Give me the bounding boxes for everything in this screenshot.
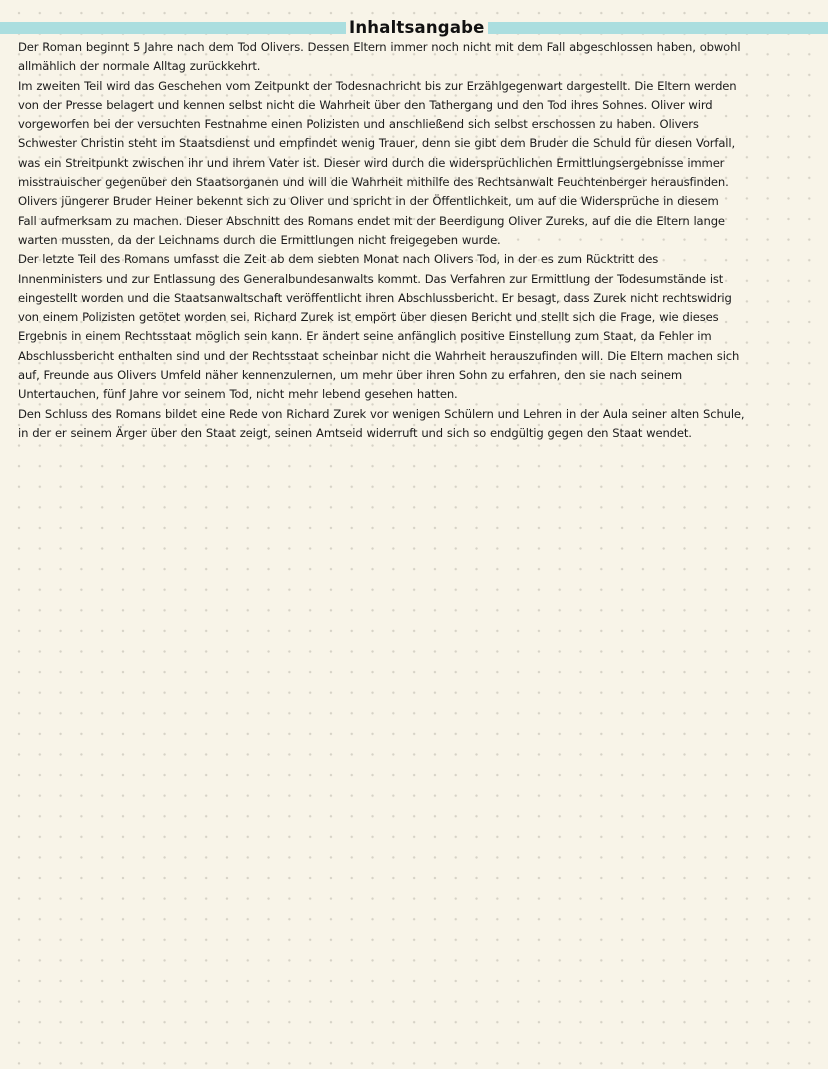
page-title: Inhaltsangabe	[346, 18, 488, 38]
title-banner	[0, 19, 828, 36]
text-line: misstrauischer gegenüber den Staatsorganen und will die Wahrheit mithilfe des Rechtsanwalt Feuchtenberger herausfinden.	[18, 175, 729, 190]
text-line: Abschlussbericht enthalten sind und der Rechtsstaat scheinbar nicht die Wahrheit herauszufinden will. Die Eltern machen sich	[18, 348, 740, 363]
text-line: allmählich der normale Alltag zurückkehrt.	[18, 59, 261, 74]
text-line: Schwester Christin steht im Staatsdienst und empfindet wenig Trauer, denn sie gibt dem Bruder die Schuld für diesen Vorfall,	[18, 136, 735, 151]
text-line: von der Presse belagert und kennen selbst nicht die Wahrheit über den Tathergang und den Tod ihres Sohnes. Oliver wird	[18, 97, 713, 112]
text-line: Den Schluss des Romans bildet eine Rede von Richard Zurek vor wenigen Schülern und Lehren in der Aula seiner alten Schule,	[18, 406, 745, 421]
text-line: eingestellt worden und die Staatsanwaltschaft veröffentlicht ihren Abschlussbericht. Er besagt, dass Zurek nicht rechtswidrig	[18, 290, 732, 305]
text-line: Im zweiten Teil wird das Geschehen vom Zeitpunkt der Todesnachricht bis zur Erzählgegenwart dargestellt. Die Eltern werden	[18, 78, 737, 93]
text-line: Der Roman beginnt 5 Jahre nach dem Tod Olivers. Dessen Eltern immer noch nicht mit dem Fall abgeschlossen haben, obwohl	[18, 40, 741, 54]
text-line: was ein Streitpunkt zwischen ihr und ihrem Vater ist. Dieser wird durch die widersprüchlichen Ermittlungsergebnisse immer	[18, 155, 725, 170]
paragraph-intro	[18, 38, 818, 77]
paragraph-second-part	[18, 77, 818, 251]
text-line: warten mussten, da der Leichnams durch die Ermittlungen nicht freigegeben wurde.	[18, 232, 501, 247]
text-line: Olivers jüngerer Bruder Heiner bekennt sich zu Oliver und spricht in der Öffentlichkeit, um auf die Widersprüche in diesem	[18, 194, 719, 209]
text-line: in der er seinem Ärger über den Staat zeigt, seinen Amtseid widerruft und sich so endgültig gegen den Staat wendet.	[18, 425, 692, 440]
paragraph-conclusion	[18, 405, 818, 444]
text-line: Fall aufmerksam zu machen. Dieser Abschnitt des Romans endet mit der Beerdigung Oliver Zureks, auf die die Eltern lange	[18, 213, 725, 228]
text-line: auf, Freunde aus Olivers Umfeld näher kennenzulernen, um mehr über ihren Sohn zu erfahren, den sie nach seinem	[18, 368, 683, 383]
text-line: Ergebnis in einem Rechtsstaat möglich sein kann. Er ändert seine anfänglich positive Einstellung zum Staat, da Fehler im	[18, 329, 712, 344]
text-line: Untertauchen, fünf Jahre vor seinem Tod, nicht mehr lebend gesehen hatten.	[18, 387, 458, 402]
text-line: von einem Polizisten getötet worden sei. Richard Zurek ist empört über diesen Bericht und stellt sich die Frage, wie dieses	[18, 310, 719, 325]
paragraph-last-part	[18, 250, 818, 404]
summary-body	[18, 38, 818, 443]
text-line: Innenministers und zur Entlassung des Generalbundesanwalts kommt. Das Verfahren zur Ermittlung der Todesumstände ist	[18, 271, 724, 286]
text-line: Der letzte Teil des Romans umfasst die Zeit ab dem siebten Monat nach Olivers Tod, in der es zum Rücktritt des	[18, 252, 659, 267]
text-line: vorgeworfen bei der versuchten Festnahme einen Polizisten und anschließend sich selbst erschossen zu haben. Olivers	[18, 117, 699, 132]
